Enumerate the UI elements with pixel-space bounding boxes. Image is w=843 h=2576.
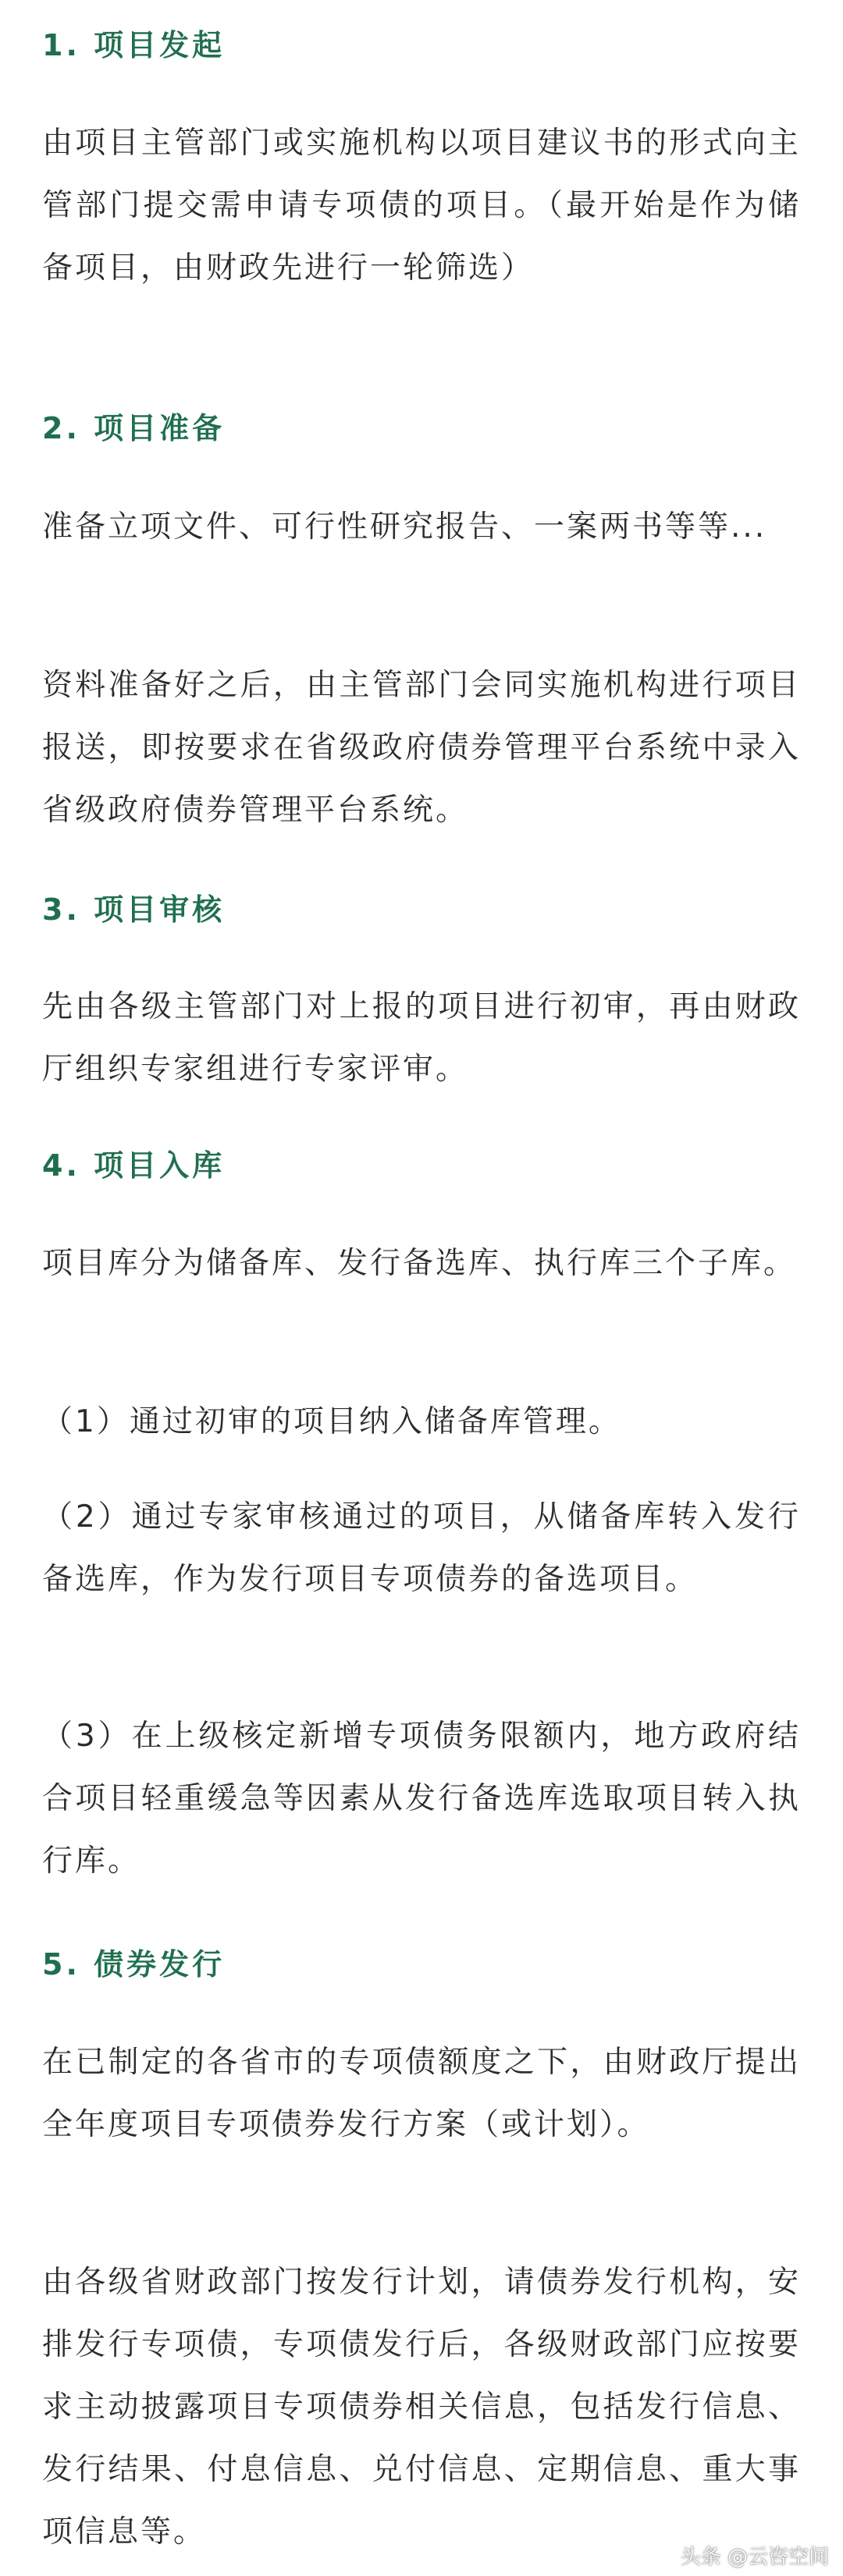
section-4-paragraph-3: （2）通过专家审核通过的项目，从储备库转入发行备选库，作为发行项目专项债券的备选项目。 bbox=[42, 1499, 801, 1597]
section-4-paragraph-2: （1）通过初审的项目纳入储备库管理。 bbox=[42, 1404, 621, 1439]
section-2-paragraph-1: 准备立项文件、可行性研究报告、一案两书等等... bbox=[42, 509, 767, 545]
section-1-paragraph-1: 由项目主管部门或实施机构以项目建议书的形式向主管部门提交需申请专项债的项目。（最开始是作为储备项目，由财政先进行一轮筛选） bbox=[42, 126, 801, 286]
section-4-heading: 4. 项目入库 bbox=[42, 1148, 226, 1183]
section-2-heading: 2. 项目准备 bbox=[42, 411, 226, 445]
section-4-paragraph-1: 项目库分为储备库、发行备选库、执行库三个子库。 bbox=[42, 1246, 797, 1281]
section-4-paragraph-4: （3）在上级核定新增专项债务限额内，地方政府结合项目轻重缓急等因素从发行备选库选取项目转入执行库。 bbox=[42, 1719, 801, 1879]
section-3-heading: 3. 项目审核 bbox=[42, 892, 226, 927]
section-5-paragraph-2: 由各级省财政部门按发行计划，请债券发行机构，安排发行专项债，专项债发行后，各级财政部门应按要求主动披露项目专项债券相关信息，包括发行信息、发行结果、付息信息、兑付信息、定期信息、重大事项信息等。 bbox=[42, 2265, 801, 2549]
section-5-paragraph-1: 在已制定的各省市的专项债额度之下，由财政厅提出全年度项目专项债券发行方案（或计划）。 bbox=[42, 2045, 801, 2142]
section-2-paragraph-2: 资料准备好之后，由主管部门会同实施机构进行项目报送，即按要求在省级政府债券管理平台系统中录入省级政府债券管理平台系统。 bbox=[42, 668, 801, 828]
section-5-heading: 5. 债券发行 bbox=[42, 1947, 226, 1982]
watermark: 头条 @云咨空间 bbox=[680, 2546, 829, 2569]
section-3-paragraph-1: 先由各级主管部门对上报的项目进行初审，再由财政厅组织专家组进行专家评审。 bbox=[42, 989, 801, 1087]
section-1-heading: 1. 项目发起 bbox=[42, 28, 226, 62]
